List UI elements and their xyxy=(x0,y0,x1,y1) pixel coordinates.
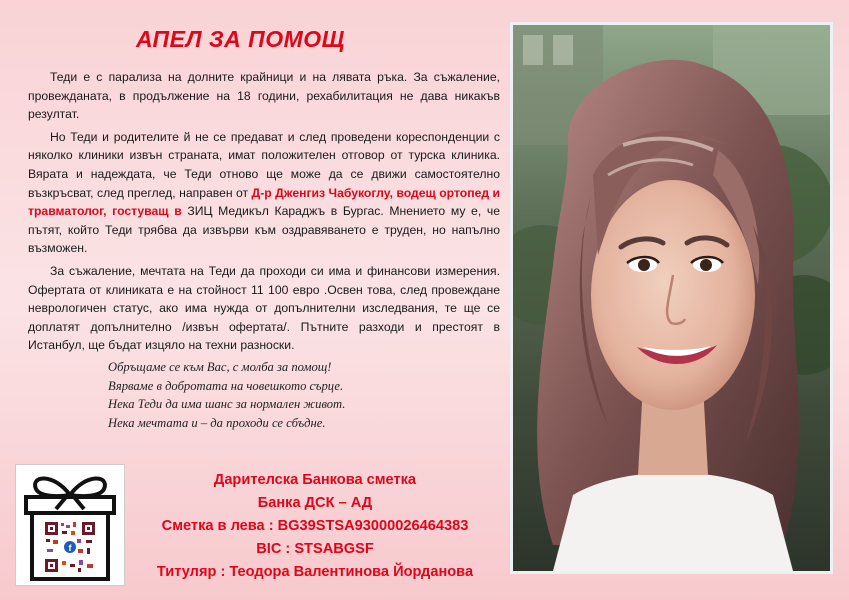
paragraph-text: Но Теди и родителите й не се предават и след проведени кореспонденции с няколко клиники извън страната, имат положителен отговор от турска клиника. Вярата и надеждата, че Теди отново ще може да се движи самостоятелно възкръсват, след преглед, направен от xyxy=(28,129,500,200)
paragraph-text: ЗИЦ Медикъл Караджъ в Бургас. Мнението му е, че пътят, който Теди трябва да извърви към оздравяването е труден, но напълно възможен. xyxy=(28,204,500,256)
appeal-lines xyxy=(108,358,408,432)
story-paragraph xyxy=(28,128,500,258)
portrait-photo xyxy=(513,25,830,571)
paragraph-text: За съжаление, мечтата на Теди да проходи си има и финансови измерения. Офертата от клиниката е на стойност 11 100 евро .Освен това, след провеждане неврологичен статус, ако има нужда от допълнителни изследвания, те ще се доплатят допълнително /извън офертата/. Пътните разходи и престоят в Истанбул, ще бъдат изцяло на техни разноски. xyxy=(28,263,500,353)
appeal-line-3: Нека Теди да има шанс за нормален живот. xyxy=(108,397,346,412)
gift-qr-card[interactable] xyxy=(15,464,125,586)
doctor-name: Д-р Дженгиз Чабукоглу, водещ ортопед и травматолог, гостуващ в xyxy=(28,185,500,219)
bank-name: Банка ДСК – АД xyxy=(257,495,373,511)
bank-bic: BIC : STSABGSF xyxy=(256,541,374,557)
appeal-line-2: Вярваме в добротата на човешкото сърце. xyxy=(108,378,344,393)
bank-details xyxy=(140,469,490,584)
page-title: АПЕЛ ЗА ПОМОЩ xyxy=(136,26,345,52)
bank-account: Сметка в лева : BG39STSA93000026464383 xyxy=(161,518,469,534)
svg-text:f: f xyxy=(68,543,72,553)
account-holder: Титуляр : Теодора Валентинова Йорданова xyxy=(156,564,474,580)
facebook-icon xyxy=(64,541,76,553)
story-text xyxy=(28,68,500,355)
paragraph-text: Теди е с парализа на долните крайници и на лявата ръка. За съжаление, провежданата, в продължение на 18 години, рехабилитация не дава никакъв резултат. xyxy=(28,70,500,122)
bank-heading: Дарителска Банкова сметка xyxy=(213,472,417,488)
appeal-line-1: Обръщаме се към Вас, с молба за помощ! xyxy=(108,360,332,374)
appeal-line-4: Нека мечтата и – да проходи се сбъдне. xyxy=(108,415,326,430)
story-paragraph xyxy=(28,68,500,124)
gift-box-icon xyxy=(16,465,124,585)
story-paragraph xyxy=(28,262,500,355)
